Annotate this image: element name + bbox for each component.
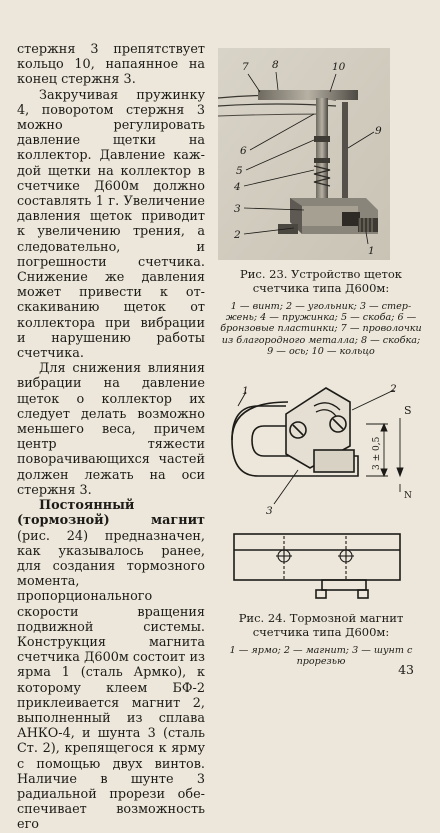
fig24-label-3: 3 (266, 505, 273, 517)
fig23-label-9: 9 (375, 125, 382, 137)
fig24-pole-n: N (404, 491, 412, 501)
paragraph-2: Закручивая пружинку 4, поворотом стержня 3 можно регулировать давление щетки на коллектор. Давление каждой щетки на коллектор в счетчике Д600м должно составлять 1 г. Увеличение давления щеток приводит к увеличению трения, а следовательно, и погрешности счетчика. Снижение же давления может привести к отскакиванию щеток от коллектора при вибрации и нарушению работы счетчика. (17, 87, 205, 362)
fig23-label-4: 4 (234, 181, 241, 193)
paragraph-4 (17, 498, 205, 832)
fig24-pole-s: S (404, 404, 412, 417)
paragraph-4-text: (рис. 24) предназначен, как указывалось ранее, для создания тормозного момента, пропорционального скорости вращения подвижной системы. Конструкция магнита счетчика Д600м состоит из ярма 1 (сталь Армко), к которому клеем БФ-2 приклеивается магнит 2, выполненный из сплава АНКО-4, и шунта 3 (сталь Ст. 2), крепящегося к ярму с помощью двух винтов. Наличие в шунте 3 радиальной прорези обеспечивает возможность его (17, 528, 205, 833)
section-heading-brake-magnet: Постоянный (тормозной) магнит (17, 498, 205, 529)
fig23-label-7: 7 (242, 61, 249, 73)
fig23-label-2: 2 (234, 229, 241, 241)
fig23-label-6: 6 (240, 145, 247, 157)
figure-23-photo (218, 48, 390, 260)
brush-assembly-image (218, 48, 390, 260)
fig23-label-5: 5 (236, 165, 243, 177)
body-text-column (17, 42, 205, 833)
figure-23-caption-legend: 1 — винт; 2 — угольник; 3 — стержень; 4 — пружинка; 5 — скоба; 6 — бронзовые пластинки; 7 — проволочки из благородного металла; 8 — скобка; 9 — ось; 10 — кольцо (220, 301, 422, 357)
paragraph-1: стержня 3 препятствует кольцо 10, напаянное на конец стержня 3. (17, 42, 205, 88)
fig23-label-10: 10 (332, 61, 346, 73)
fig24-dimension: 3 ± 0,5 (372, 436, 382, 470)
fig23-label-8: 8 (272, 59, 279, 71)
fig24-label-1: 1 (242, 385, 249, 397)
figure-23-caption (218, 268, 424, 357)
figure-24-caption-legend: 1 — ярмо; 2 — магнит; 3 — шунт с прорезью (229, 645, 413, 668)
paragraph-3: Для снижения влияния вибрации на давление щеток о коллектор их следует делать возможно меньшего веса, причем центр тяжести поворачивающихся частей должен лежать на оси стержня 3. (17, 361, 205, 498)
figure-24-drawing (218, 384, 418, 604)
page-number: 43 (398, 662, 414, 677)
brake-magnet-diagram (218, 384, 418, 604)
fig23-label-3: 3 (234, 203, 241, 215)
figure-24-caption-title: Рис. 24. Тормозной магнит счетчика типа Д600м: (238, 611, 404, 639)
fig24-label-2: 2 (390, 384, 397, 395)
fig23-label-1: 1 (368, 245, 375, 257)
figure-24-caption (218, 612, 424, 667)
figure-23-caption-title: Рис. 23. Устройство щеток счетчика типа Д600м: (240, 267, 402, 295)
